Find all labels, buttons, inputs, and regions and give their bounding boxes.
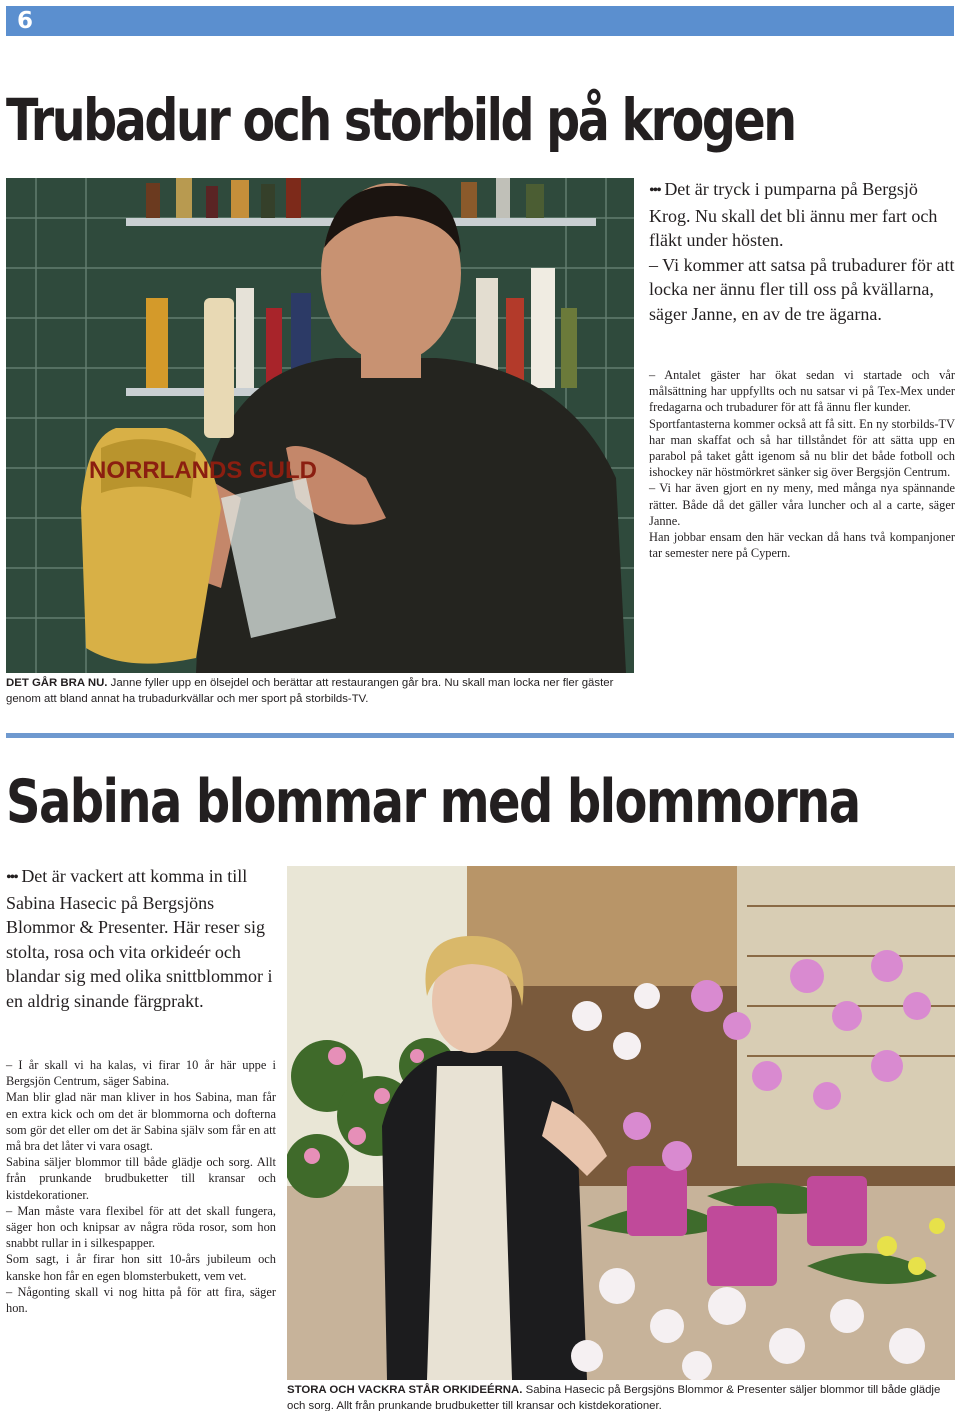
article1-caption-text: Janne fyller upp en ölsejdel och berättar att restaurangen går bra. Nu skall man locka ner fler gäster genom att bland annat ha trubadurkvällar och mer sport på storbilds-TV. xyxy=(6,677,614,705)
bartender-photo xyxy=(6,178,634,673)
article2-headline: Sabina blommar med blommorna xyxy=(6,767,860,837)
florist-photo-illustration xyxy=(287,866,955,1380)
article1-caption xyxy=(6,676,636,707)
article2-body xyxy=(6,1057,276,1316)
article2-caption-label: STORA OCH VACKRA STÅR ORKIDEÉRNA. xyxy=(287,1384,523,1396)
article1-headline: Trubadur och storbild på krogen xyxy=(6,86,795,154)
article2-lead xyxy=(6,864,278,1013)
page-number: 6 xyxy=(17,8,34,34)
article2-paragraph: Som sagt, i år firar hon sitt 10-års jubileum och kanske hon får en egen blomsterbukett, vem vet. xyxy=(6,1252,276,1283)
bullet-marker: ••• xyxy=(649,182,660,199)
article1-lead xyxy=(649,177,955,326)
article1-caption-label: DET GÅR BRA NU. xyxy=(6,677,108,689)
article2-lead-text: Det är vackert att komma in till Sabina Hasecic på Bergsjöns Blommor & Presenter. Här reser sig stolta, rosa och vita orkideér och blandar sig med olika snittblommor i en aldrig sinande färgprakt. xyxy=(6,866,273,1011)
florist-photo xyxy=(287,866,955,1380)
page-header-bar xyxy=(6,6,954,36)
article2-caption xyxy=(287,1383,955,1411)
article1-paragraph: Sportfantasterna kommer också att få sitt. En ny storbilds-TV har man skaffat och så har tillståndet för att sätta upp en parabol på taket gått igenom så nu blir det både fotboll och ishockey när höstmörkret sänker sig över Bergsjön Centrum. xyxy=(649,416,955,480)
article1-paragraph: – Antalet gäster har ökat sedan vi startade och vår målsättning har uppfyllts och nu satsar vi på Tex-Mex under fredagarna och trubadurer för att få ännu fler kunder. xyxy=(649,368,955,415)
bartender-photo-illustration xyxy=(6,178,634,673)
article1-lead-text: Det är tryck i pumparna på Bergsjö Krog. Nu skall det bli ännu mer fart och fläkt under hösten. xyxy=(649,179,938,250)
article1-body xyxy=(649,367,955,561)
article1-paragraph: – Vi har även gjort en ny meny, med många nya spännande rätter. Både då det gäller våra luncher och al a carte, säger Janne. xyxy=(649,481,955,528)
article1-paragraph: Han jobbar ensam den här veckan då hans två kompanjoner tar semester nere på Cypern. xyxy=(649,530,955,561)
section-divider xyxy=(6,733,954,738)
article2-paragraph: Sabina säljer blommor till både glädje och sorg. Allt från prunkande brudbuketter till kransar och kistdekorationer. xyxy=(6,1155,276,1202)
article1-lead-quote: – Vi kommer att satsa på trubadurer för att locka ner ännu fler till oss på kvällarna, säger Janne, en av de tre ägarna. xyxy=(649,254,955,324)
article2-paragraph: Man blir glad när man kliver in hos Sabina, man får en extra kick och om det är blommorna och dofterna som gör det eller om det är Sabina själv som får en att må bra det låter vi vara osagt. xyxy=(6,1090,276,1154)
article2-paragraph: – Någonting skall vi nog hitta på för att fira, säger hon. xyxy=(6,1284,276,1316)
article2-caption-text: Sabina Hasecic på Bergsjöns Blommor & Presenter säljer blommor till både glädje och sorg. Allt från prunkande brudbuketter till kransar och kistdekorationer. xyxy=(287,1384,941,1411)
article2-paragraph: – I år skall vi ha kalas, vi firar 10 år här uppe i Bergsjön Centrum, säger Sabina. xyxy=(6,1058,276,1089)
article2-paragraph: – Man måste vara flexibel för att det skall fungera, säger hon och knipsar av några röda rosor, som hon snabbt rullar in i silkespapper. xyxy=(6,1203,276,1251)
bullet-marker: ••• xyxy=(6,869,17,886)
photo-tap-label: NORRLANDS GULD xyxy=(89,457,317,484)
